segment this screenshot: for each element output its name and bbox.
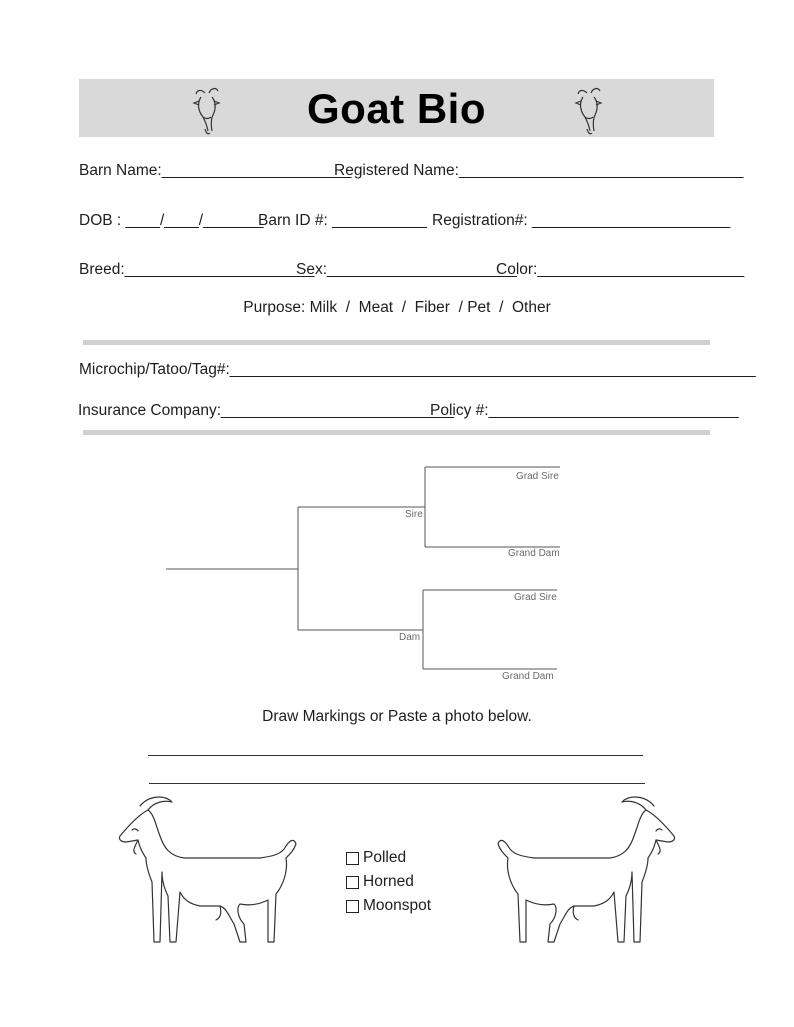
- dam-grand-sire-label: Grad Sire: [514, 592, 557, 603]
- sire-grand-dam-label: Grand Dam: [508, 548, 560, 559]
- markings-instruction: Draw Markings or Paste a photo below.: [262, 708, 532, 725]
- dam-grand-dam-label: Grand Dam: [502, 671, 554, 682]
- page-title: Goat Bio: [307, 85, 486, 132]
- option-label: Horned: [363, 873, 414, 890]
- insurance-company-field[interactable]: Insurance Company:___________________________: [78, 402, 454, 419]
- registered-name-field[interactable]: Registered Name:_________________________________: [334, 162, 744, 179]
- horned-option[interactable]: [346, 870, 431, 894]
- color-field[interactable]: Color:________________________: [496, 261, 745, 278]
- pedigree-tree: [0, 450, 794, 690]
- moonspot-option[interactable]: [346, 894, 431, 918]
- purpose-options: Purpose: Milk / Meat / Fiber / Pet / Other: [243, 299, 551, 316]
- option-label: Polled: [363, 849, 407, 866]
- section-divider: [83, 430, 710, 435]
- breed-field[interactable]: Breed:______________________: [79, 261, 315, 278]
- checkbox[interactable]: [346, 900, 359, 913]
- horn-options: [346, 846, 431, 918]
- checkbox[interactable]: [346, 852, 359, 865]
- dam-label: Dam: [399, 632, 421, 643]
- dob-field[interactable]: DOB : ____/____/_______: [79, 212, 264, 229]
- sire-grand-sire-label: Grad Sire: [516, 471, 559, 482]
- polled-option[interactable]: [346, 846, 431, 870]
- barn-id-field[interactable]: Barn ID #: ___________: [258, 212, 427, 229]
- goat-head-icon: [569, 85, 609, 137]
- option-label: Moonspot: [363, 897, 432, 914]
- goat-illustration: [110, 792, 300, 952]
- registration-field[interactable]: Registration#: _______________________: [432, 212, 731, 229]
- microchip-field[interactable]: Microchip/Tatoo/Tag#:_____________________________________________________________: [79, 361, 756, 378]
- markings-line[interactable]: [149, 783, 645, 784]
- policy-field[interactable]: Policy #:_____________________________: [430, 402, 739, 419]
- title-banner: [79, 79, 714, 137]
- markings-line[interactable]: [148, 755, 643, 756]
- sire-label: Sire: [405, 509, 423, 520]
- section-divider: [83, 340, 710, 345]
- barn-name-field[interactable]: Barn Name:______________________: [79, 162, 352, 179]
- checkbox[interactable]: [346, 876, 359, 889]
- goat-illustration: [494, 792, 684, 952]
- sex-field[interactable]: Sex:______________________: [296, 261, 517, 278]
